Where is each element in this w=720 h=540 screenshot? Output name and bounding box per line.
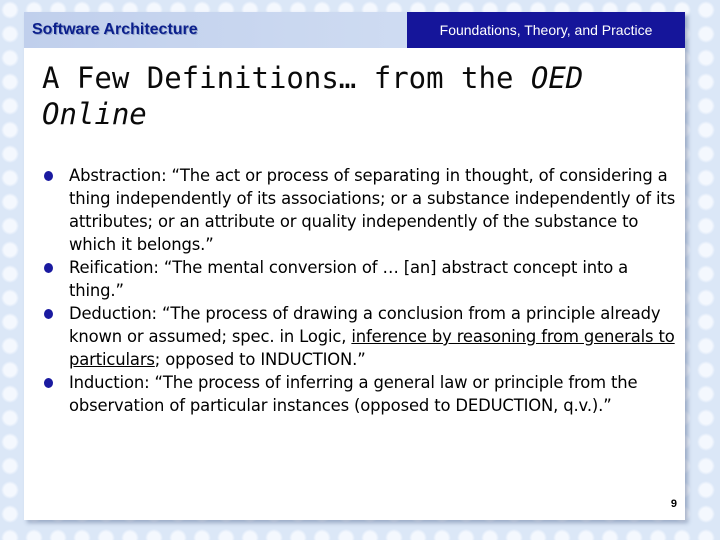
list-item-induction: [44, 371, 680, 417]
bullet-dot-icon: [44, 171, 53, 181]
induction-text: Induction: “The process of inferring a general law or principle from the observation of particular instances (opposed to DEDUCTION, q.v.).”: [69, 373, 638, 415]
list-item-deduction: [44, 302, 680, 371]
reification-text: Reification: “The mental conversion of … [an] abstract concept into a thing.”: [69, 258, 629, 300]
bullet-dot-icon: [44, 263, 53, 273]
abstraction-text: Abstraction: “The act or process of separating in thought, of considering a thing independently of its associations; or a substance independently of its attributes; or an attribute or quality independently of the substance to which it belongs.”: [69, 166, 676, 254]
slide: [24, 12, 685, 520]
book-subtitle: Foundations, Theory, and Practice: [439, 22, 653, 38]
bullet-dot-icon: [44, 309, 53, 319]
definitions-list: [44, 164, 680, 417]
page-number: 9: [670, 498, 677, 510]
deduction-text: Deduction: “The process of drawing a conclusion from a principle already known or assumed; spec. in Logic,: [69, 304, 661, 346]
bullet-dot-icon: [44, 378, 53, 388]
header-course-banner: [24, 12, 424, 48]
slide-title-main: A Few Definitions… from the: [42, 61, 531, 95]
course-title: Software Architecture: [32, 21, 198, 38]
list-item-abstraction: [44, 164, 680, 256]
header-subtitle-banner: [407, 12, 685, 48]
slide-title-italic: OED Online: [42, 61, 584, 131]
list-item-reification: [44, 256, 680, 302]
slide-title: [42, 60, 672, 132]
deduction-underlined-phrase: inference by reasoning from generals to particulars: [69, 327, 675, 369]
deduction-text-end: ; opposed to INDUCTION.”: [154, 350, 366, 369]
